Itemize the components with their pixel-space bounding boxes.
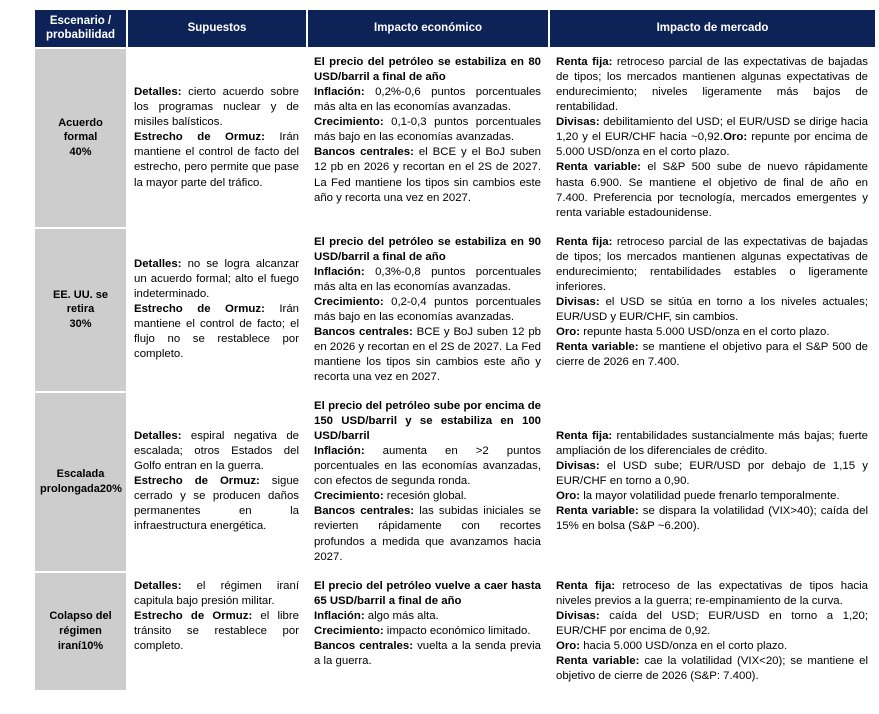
market-impact-cell bbox=[550, 49, 875, 227]
economic-impact-paragraph bbox=[314, 85, 541, 115]
assumption-text: sigue cerrado y se producen daños permanentes en la infraestructura energética. bbox=[134, 475, 299, 533]
assumption-label: Estrecho de Ormuz: bbox=[134, 303, 265, 316]
assumptions-cell bbox=[128, 573, 306, 690]
table-body bbox=[35, 49, 875, 690]
assumption-label: Detalles: bbox=[134, 430, 182, 443]
market-impact-paragraph bbox=[556, 295, 868, 325]
header-row bbox=[35, 10, 875, 47]
economic-impact-label: Bancos centrales: bbox=[314, 505, 415, 518]
assumption-text: el régimen iraní capitula bajo presión militar. bbox=[134, 579, 299, 607]
economic-impact-text: impacto económico limitado. bbox=[383, 624, 531, 637]
assumption-text: el libre tránsito se restablece por completo. bbox=[134, 609, 299, 652]
table-row bbox=[35, 393, 875, 571]
assumption-paragraph bbox=[134, 474, 299, 534]
economic-impact-label: Bancos centrales: bbox=[314, 146, 414, 159]
economic-impact-heading: El precio del petróleo se estabiliza en 90 USD/barril a final de año bbox=[314, 235, 541, 263]
scenario-cell bbox=[35, 49, 126, 227]
economic-impact-paragraph bbox=[314, 325, 541, 385]
economic-impact-text: el BCE y el BoJ suben 12 pb en 2026 y recortan en el 2S de 2027. La Fed mantiene los tipos sin cambios este año y recorta una vez en 2027. bbox=[314, 146, 541, 204]
scenario-cell bbox=[35, 229, 126, 391]
market-impact-paragraph bbox=[556, 504, 868, 534]
assumption-label: Estrecho de Ormuz: bbox=[134, 609, 253, 622]
market-impact-label: Renta variable: bbox=[556, 505, 639, 518]
assumption-text: no se logra alcanzar un acuerdo formal; alto el fuego indeterminado. bbox=[134, 258, 299, 301]
assumption-text: Irán mantiene el control de facto; el flujo no se restablece por completo. bbox=[134, 303, 300, 361]
scenario-cell bbox=[35, 393, 126, 571]
economic-impact-label: Crecimiento: bbox=[314, 116, 384, 129]
assumptions-cell bbox=[128, 229, 306, 391]
market-impact-cell bbox=[550, 229, 875, 391]
economic-impact-text: 0,2%-0,6 puntos porcentuales más alta en las economías avanzadas. bbox=[314, 86, 541, 114]
market-impact-paragraph bbox=[556, 55, 868, 115]
economic-impact-text: recesión global. bbox=[383, 490, 467, 503]
market-impact-paragraph bbox=[556, 489, 868, 504]
market-impact-label: Oro: bbox=[556, 639, 581, 652]
scenario-name: Acuerdo formal bbox=[58, 116, 103, 144]
economic-impact-label: Bancos centrales: bbox=[314, 325, 413, 338]
assumption-paragraph bbox=[134, 85, 299, 130]
market-impact-paragraph bbox=[556, 459, 868, 489]
market-impact-text: se dispara la volatilidad (VIX>40); caída del 15% en bolsa (S&P ~6.200). bbox=[556, 505, 868, 533]
economic-impact-paragraph bbox=[314, 444, 541, 489]
assumption-label: Estrecho de Ormuz: bbox=[134, 131, 265, 144]
market-impact-label: Divisas: bbox=[556, 295, 600, 308]
market-impact-text: repunte por encima de 5.000 USD/onza en el corto plazo. bbox=[556, 131, 868, 159]
assumption-paragraph bbox=[134, 579, 299, 609]
market-impact-label: Renta variable: bbox=[556, 654, 640, 667]
assumption-label: Estrecho de Ormuz: bbox=[134, 475, 260, 488]
assumption-text: cierto acuerdo sobre los programas nuclear y de misiles balísticos. bbox=[134, 86, 299, 129]
economic-impact-paragraph bbox=[314, 639, 541, 669]
assumption-paragraph bbox=[134, 130, 299, 190]
market-impact-paragraph bbox=[556, 429, 868, 459]
economic-impact-cell bbox=[308, 573, 548, 690]
economic-impact-heading: El precio del petróleo se estabiliza en 80 USD/barril a final de año bbox=[314, 56, 541, 84]
market-impact-label: Renta fija: bbox=[556, 579, 616, 592]
economic-impact-paragraph bbox=[314, 624, 541, 639]
market-impact-text: cae la volatilidad (VIX<20); se mantiene el objetivo de cierre de 2026 (S&P: 7.400). bbox=[556, 654, 868, 682]
economic-impact-cell bbox=[308, 229, 548, 391]
assumption-paragraph bbox=[134, 429, 299, 474]
market-impact-cell bbox=[550, 573, 875, 690]
market-impact-label: Renta fija: bbox=[556, 56, 613, 69]
scenario-analysis-table bbox=[33, 8, 877, 692]
assumptions-cell bbox=[128, 393, 306, 571]
scenario-name: Escalada prolongada bbox=[40, 468, 105, 495]
economic-impact-paragraph bbox=[314, 115, 541, 145]
column-header-economic-impact: Impacto económico bbox=[308, 10, 548, 47]
assumptions-cell bbox=[128, 49, 306, 227]
assumption-paragraph bbox=[134, 257, 299, 302]
market-impact-text: la mayor volatilidad puede frenarlo temporalmente. bbox=[580, 490, 840, 503]
market-impact-text: hacia 5.000 USD/onza en el corto plazo. bbox=[580, 639, 788, 652]
market-impact-label: Divisas: bbox=[556, 460, 600, 473]
economic-impact-text: vuelta a la senda previa a la guerra. bbox=[314, 639, 541, 667]
scenario-probability: 10% bbox=[81, 639, 104, 652]
economic-impact-text: 0,2-0,4 puntos porcentuales más bajo en las economías avanzadas. bbox=[314, 295, 541, 323]
market-impact-label: Renta variable: bbox=[556, 340, 639, 353]
economic-impact-paragraph bbox=[314, 145, 541, 205]
economic-impact-heading: El precio del petróleo sube por encima de 150 USD/barril y se estabiliza en 100 USD/barril bbox=[314, 400, 541, 443]
assumption-paragraph bbox=[134, 609, 299, 654]
column-header-assumptions: Supuestos bbox=[128, 10, 306, 47]
market-impact-label: Divisas: bbox=[556, 609, 600, 622]
economic-impact-cell bbox=[308, 393, 548, 571]
market-impact-label: Renta variable: bbox=[556, 161, 641, 174]
economic-impact-text: aumenta en >2 puntos porcentuales en las economías avanzadas, con efectos de segunda ronda. bbox=[314, 445, 541, 488]
economic-impact-text: las subidas iniciales se revierten rápidamente con recortes profundos a medida que avanzamos hacia 2027. bbox=[314, 505, 541, 563]
market-impact-text: retroceso de las expectativas de tipos hacia niveles previos a la guerra; re-empinamiento de la curva. bbox=[556, 579, 868, 607]
assumption-text: espiral negativa de escalada; otros Estados del Golfo entran en la guerra. bbox=[134, 430, 299, 473]
market-impact-paragraph bbox=[556, 160, 868, 220]
economic-impact-label: Inflación: bbox=[314, 609, 365, 622]
economic-impact-paragraph bbox=[314, 265, 541, 295]
market-impact-text: el USD sube; EUR/USD por debajo de 1,15 y EUR/CHF en torno a 0,90. bbox=[556, 460, 868, 488]
economic-impact-text: algo más alta. bbox=[364, 609, 439, 622]
economic-impact-label: Crecimiento: bbox=[314, 295, 384, 308]
economic-impact-label: Inflación: bbox=[314, 86, 365, 99]
scenario-probability: 40% bbox=[69, 146, 92, 159]
market-impact-paragraph bbox=[556, 235, 868, 295]
economic-impact-paragraph bbox=[314, 295, 541, 325]
economic-impact-label: Bancos centrales: bbox=[314, 639, 414, 652]
economic-impact-text: 0,3%-0,8 puntos porcentuales más alta en las economías avanzadas. bbox=[314, 265, 541, 293]
economic-impact-label: Inflación: bbox=[314, 265, 365, 278]
economic-impact-heading: El precio del petróleo vuelve a caer hasta 65 USD/barril a final de año bbox=[314, 579, 541, 607]
economic-impact-paragraph bbox=[314, 504, 541, 564]
table-row bbox=[35, 49, 875, 227]
assumption-text: Irán mantiene el control de facto del estrecho, pero permite que pase la mayor parte del tráfico. bbox=[134, 131, 300, 189]
market-impact-text: el S&P 500 sube de nuevo rápidamente hasta 6.900. Se mantiene el objetivo de final de año en 7.400. Preferencia por tecnología, mercados emergentes y renta variable estadounidense. bbox=[556, 161, 868, 219]
economic-impact-text: 0,1-0,3 puntos porcentuales más bajo en las economías avanzadas. bbox=[314, 116, 541, 144]
market-impact-text: repunte hasta 5.000 USD/onza en el corto plazo. bbox=[580, 325, 830, 338]
economic-impact-paragraph bbox=[314, 609, 541, 624]
table-row bbox=[35, 229, 875, 391]
market-impact-label: Oro: bbox=[556, 325, 581, 338]
column-header-scenario: Escenario / probabilidad bbox=[35, 10, 126, 47]
market-impact-paragraph bbox=[556, 325, 868, 340]
table-header bbox=[35, 10, 875, 47]
market-impact-paragraph bbox=[556, 654, 868, 684]
assumption-label: Detalles: bbox=[134, 258, 182, 271]
economic-impact-label: Crecimiento: bbox=[314, 490, 384, 503]
economic-impact-label: Inflación: bbox=[314, 445, 365, 458]
assumption-paragraph bbox=[134, 302, 299, 362]
market-impact-paragraph bbox=[556, 115, 868, 160]
assumption-label: Detalles: bbox=[134, 86, 182, 99]
market-impact-paragraph bbox=[556, 639, 868, 654]
market-impact-label: Divisas: bbox=[556, 116, 600, 129]
scenario-name: Colapso del régimen iraní bbox=[49, 610, 112, 652]
market-impact-text: debilitamiento del USD; el EUR/USD se dirige hacia 1,20 y el EUR/CHF hacia ~0,92. bbox=[556, 116, 868, 144]
market-impact-text: se mantiene el objetivo para el S&P 500 de cierre de 2026 en 7.400. bbox=[556, 340, 868, 369]
economic-impact-text: BCE y BoJ suben 12 pb en 2026 y recortan en el 2S de 2027. La Fed mantiene los tipos sin cambios este año y recorta una vez en 2027. bbox=[314, 325, 541, 384]
column-header-market-impact: Impacto de mercado bbox=[550, 10, 875, 47]
market-impact-text: rentabilidades sustancialmente más bajas; fuerte ampliación de los diferenciales de crédito. bbox=[556, 430, 868, 458]
scenario-probability: 30% bbox=[69, 318, 92, 331]
market-impact-text: el USD se sitúa en torno a los niveles actuales; EUR/USD y EUR/CHF, sin cambios. bbox=[556, 295, 868, 323]
economic-impact-label: Crecimiento: bbox=[314, 624, 384, 637]
market-impact-label: Oro: bbox=[723, 131, 748, 144]
assumption-label: Detalles: bbox=[134, 579, 182, 592]
market-impact-paragraph bbox=[556, 340, 868, 370]
table-row bbox=[35, 573, 875, 690]
economic-impact-cell bbox=[308, 49, 548, 227]
market-impact-label: Renta fija: bbox=[556, 430, 613, 443]
market-impact-paragraph bbox=[556, 609, 868, 639]
market-impact-text: caída del USD; EUR/USD en torno a 1,20; EUR/CHF por encima de 0,92. bbox=[556, 609, 868, 637]
scenario-analysis-table-container bbox=[33, 8, 871, 692]
market-impact-paragraph bbox=[556, 579, 868, 609]
scenario-cell bbox=[35, 573, 126, 690]
market-impact-text: retroceso parcial de las expectativas de bajadas de tipos; los mercados mantienen algunas expectativas de endurecimiento; rentabilidades estables o ligeramente inferiores. bbox=[556, 235, 868, 293]
market-impact-text: retroceso parcial de las expectativas de bajadas de tipos; los mercados mantienen algunas expectativas de endurecimiento; niveles ligeramente más bajos de rentabilidad. bbox=[556, 56, 868, 114]
scenario-probability: 20% bbox=[99, 482, 122, 495]
economic-impact-paragraph bbox=[314, 489, 541, 504]
scenario-name: EE. UU. se retira bbox=[52, 288, 109, 316]
market-impact-label: Oro: bbox=[556, 490, 581, 503]
market-impact-label: Renta fija: bbox=[556, 235, 613, 248]
market-impact-cell bbox=[550, 393, 875, 571]
